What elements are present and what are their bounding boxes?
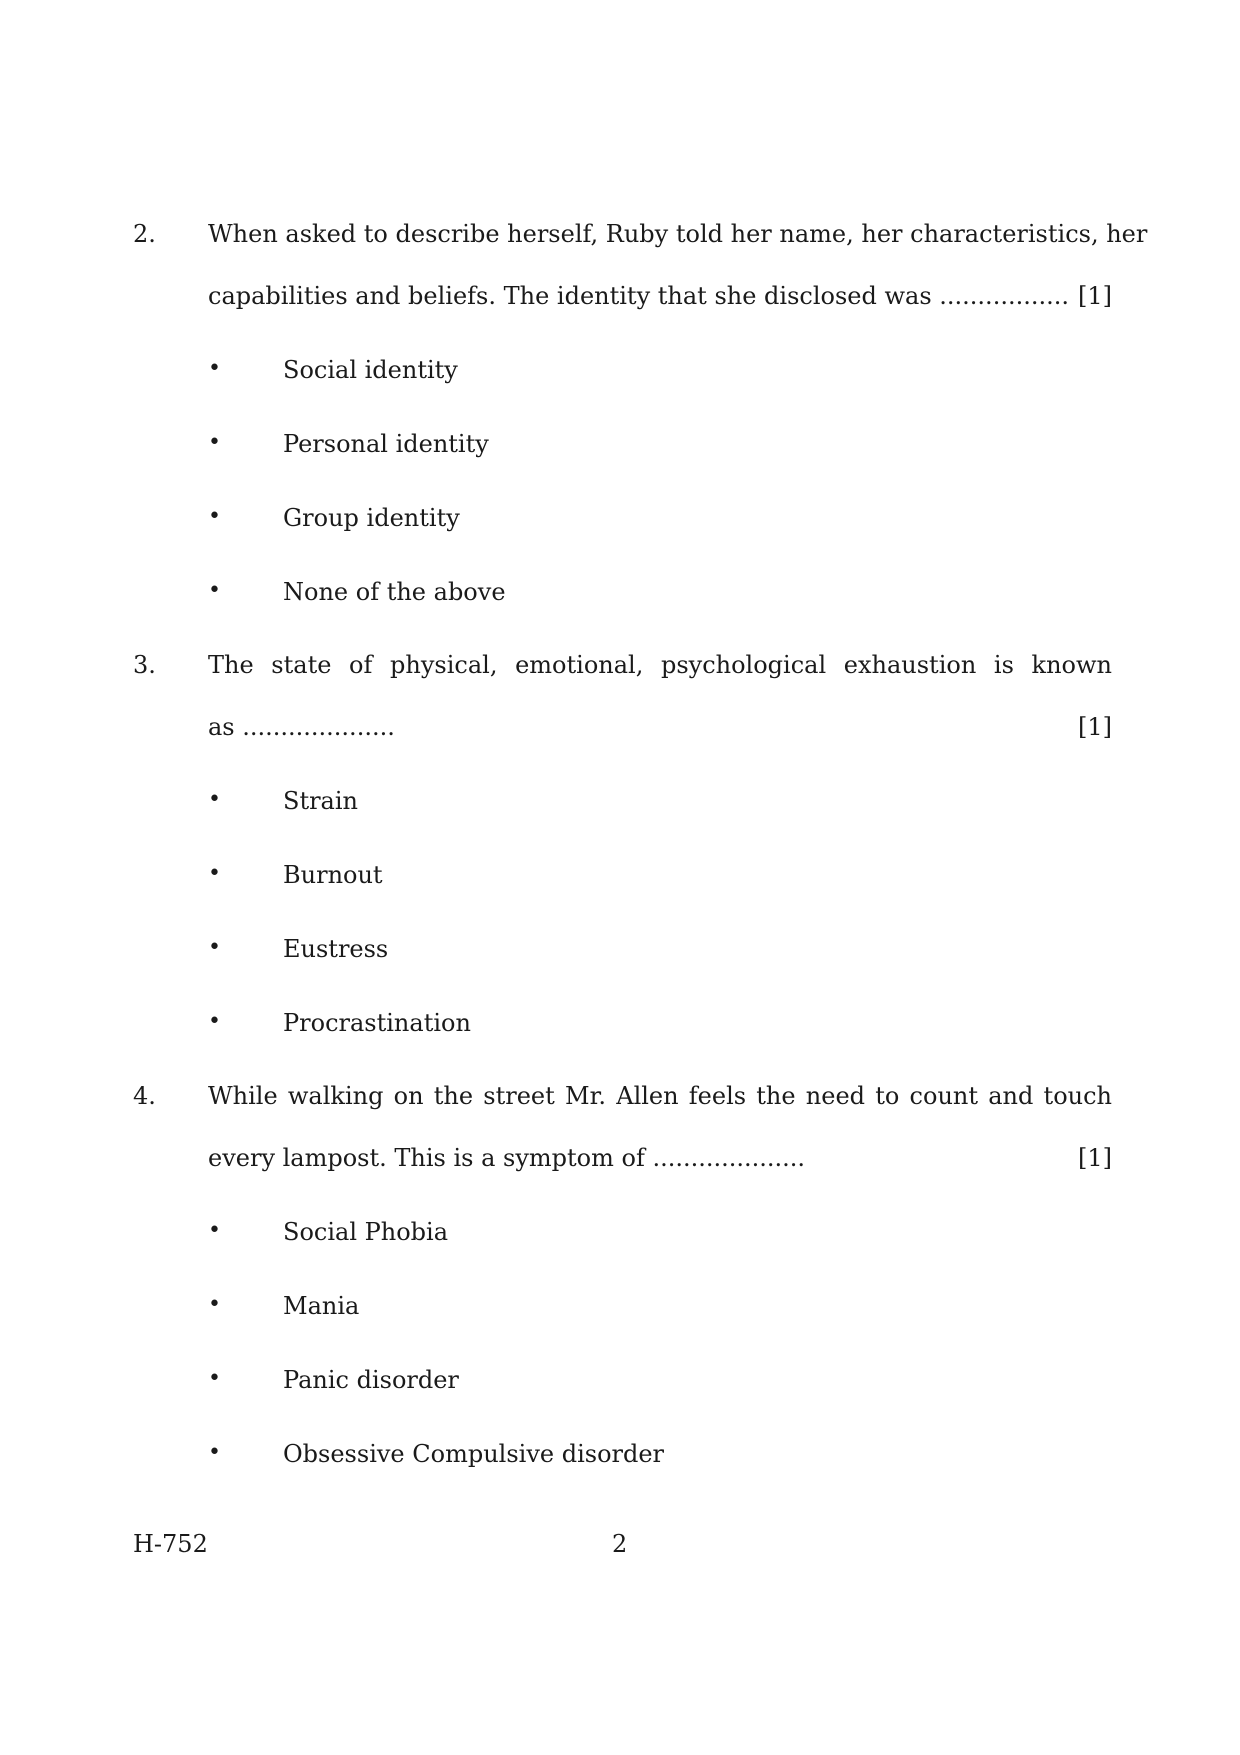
option-label: Personal identity [283, 430, 489, 458]
question-text-line-2 [208, 282, 1112, 310]
question-number: 3. [133, 651, 156, 679]
option-label: Panic disorder [283, 1366, 459, 1394]
option-label: Group identity [283, 504, 460, 532]
option-label: Burnout [283, 861, 383, 889]
bullet-icon: • [208, 1009, 221, 1034]
marks: [1] [1078, 713, 1112, 741]
question-text: as .................... [208, 713, 395, 741]
question-text-line-2 [208, 1144, 1112, 1172]
option-label: Strain [283, 787, 358, 815]
marks: [1] [1078, 282, 1112, 310]
option-label: None of the above [283, 578, 506, 606]
question-text-line-1: While walking on the street Mr. Allen feels the need to count and touch [208, 1082, 1112, 1110]
bullet-icon: • [208, 504, 221, 529]
bullet-icon: • [208, 430, 221, 455]
bullet-icon: • [208, 1366, 221, 1391]
question-text: capabilities and beliefs. The identity that she disclosed was ................. [208, 282, 1069, 310]
option-label: Social identity [283, 356, 458, 384]
question-text-line-2 [208, 713, 1112, 741]
option-label: Social Phobia [283, 1218, 449, 1246]
question-number: 4. [133, 1082, 156, 1110]
marks: [1] [1078, 1144, 1112, 1172]
bullet-icon: • [208, 356, 221, 381]
option-label: Procrastination [283, 1009, 471, 1037]
bullet-icon: • [208, 578, 221, 603]
question-number: 2. [133, 220, 156, 248]
bullet-icon: • [208, 1440, 221, 1465]
bullet-icon: • [208, 1292, 221, 1317]
question-text: every lampost. This is a symptom of .................... [208, 1144, 806, 1172]
bullet-icon: • [208, 861, 221, 886]
option-label: Eustress [283, 935, 389, 963]
option-label: Obsessive Compulsive disorder [283, 1440, 665, 1468]
option-label: Mania [283, 1292, 360, 1320]
question-text-line-1: When asked to describe herself, Ruby told her name, her characteristics, her [208, 220, 1148, 248]
paper-code: H-752 [133, 1530, 208, 1558]
page-number: 2 [612, 1530, 628, 1558]
bullet-icon: • [208, 935, 221, 960]
bullet-icon: • [208, 787, 221, 812]
bullet-icon: • [208, 1218, 221, 1243]
question-text-line-1: The state of physical, emotional, psychological exhaustion is known [208, 651, 1112, 679]
